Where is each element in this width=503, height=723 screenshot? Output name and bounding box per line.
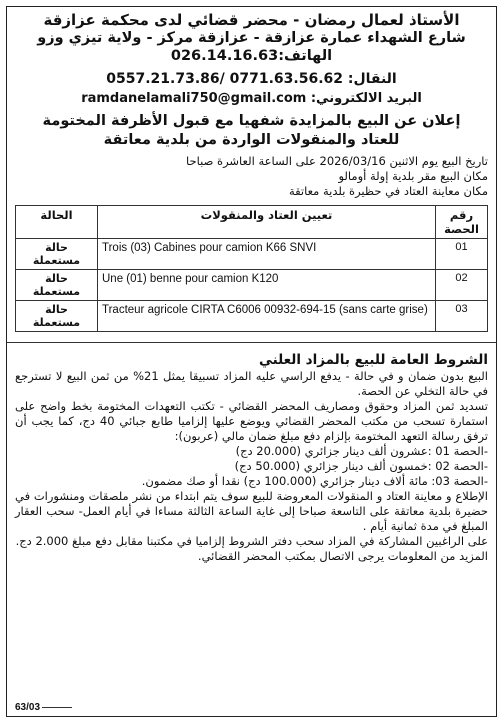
lot-description: Tracteur agricole CIRTA C6006 00932-694-15 (sans carte grise) <box>98 301 436 332</box>
conditions-paragraph: تسديد ثمن المزاد وحقوق ومصاريف المحضر القضائي - تكتب التعهدات المختومة بخط واضح على استمارة تسحب من مكتب المحضر القضائي ويوضع عليها إلزاميا طابع جبائي 40 دج، كما يجب أن ترفق رسالة التعهد المختومة بإلزام دفع مبلغ ضمان مالي (عربون): <box>15 399 489 443</box>
lot-number: 03 <box>436 301 488 332</box>
conditions-paragraph: البيع بدون ضمان و في حالة - يدفع الراسي عليه المزاد تسبيقا يمثل 21% من ثمن البيع لا تسترجع في حالة التخلي عن الحصة. <box>15 369 488 398</box>
conditions-title: الشروط العامة للبيع بالمزاد العلني <box>258 352 488 368</box>
table-row <box>16 301 488 332</box>
title-line-2: للعتاد والمنقولات الواردة من بلدية معاتقة <box>103 132 400 148</box>
sale-info <box>15 154 488 199</box>
deposit-lot-1: -الحصة 01 :عشرون ألف دينار جزائري (20.000 دج) <box>235 444 488 458</box>
email-address: ramdanelamali750@gmail.com <box>81 91 307 106</box>
col-lot-number: رقم الحصة <box>436 206 488 239</box>
deposit-lot-3: -الحصة 03: مائة ألاف دينار جزائري (100.000 دج) نقدا أو صك مضمون. <box>141 474 488 488</box>
footer-line <box>42 707 72 708</box>
lot-number: 02 <box>436 270 488 301</box>
col-status: الحالة <box>16 206 98 239</box>
notice-title <box>15 112 488 150</box>
legal-notice <box>6 6 497 717</box>
mobile-numbers: النقال: 0771.63.56.62 /0557.21.73.86 <box>106 71 397 87</box>
sale-location: مكان البيع مقر بلدية إولة أومالو <box>338 169 488 183</box>
email-label: البريد الالكتروني: <box>310 91 422 106</box>
deposit-lot-2: -الحصة 02 :خمسون ألف دينار جزائري (50.000 دج) <box>234 459 488 473</box>
lots-table <box>15 205 488 332</box>
office-address: شارع الشهداء عمارة عزازقة - عزازقة مركز - ولاية تيزي وزو <box>37 30 466 46</box>
sale-date: تاريخ البيع يوم الاثنين 2026/03/16 على الساعة العاشرة صباحا <box>186 154 488 168</box>
conditions-paragraph: على الراغبين المشاركة في المزاد سحب دفتر الشروط إلزاميا في مكتبنا مقابل دفع مبلغ 2.000 دج. <box>15 534 488 548</box>
lot-description: Une (01) benne pour camion K120 <box>98 270 436 301</box>
email-line <box>15 89 488 109</box>
notice-header <box>15 11 488 109</box>
col-description: تعيين العتاد والمنقولات <box>98 206 436 239</box>
title-line-1: إعلان عن البيع بالمزايدة شفهيا مع قبول الأظرفة المختومة <box>42 113 461 129</box>
lot-status: حالة مستعملة <box>16 270 98 301</box>
office-phone: الهاتف:026.14.16.63 <box>170 48 333 64</box>
inspection-location: مكان معاينة العتاد في حظيرة بلدية معاتقة <box>288 184 488 198</box>
lot-number: 01 <box>436 239 488 270</box>
table-header-row <box>16 206 488 239</box>
page-code <box>15 702 72 713</box>
section-divider <box>7 342 496 343</box>
conditions-paragraph: الإطلاع و معاينة العتاد و المنقولات المعروضة للبيع سوف يتم ابتداء من نشر ملصقات ومنشورات في حضيرة بلدية معاتقة على التاسعة صباحا إلى غاية الساعة الثالثة مساءا في أيام العمل- سحب العقار المبلغ في مدة ثمانية أيام . <box>15 489 488 533</box>
lot-status: حالة مستعملة <box>16 239 98 270</box>
page-code-text: 63/03 <box>15 702 41 713</box>
conditions-section <box>15 351 488 564</box>
conditions-paragraph: المزيد من المعلومات يرجى الاتصال بمكتب المحضر القضائي. <box>197 549 488 563</box>
lot-description: Trois (03) Cabines pour camion K66 SNVI <box>98 239 436 270</box>
lot-status: حالة مستعملة <box>16 301 98 332</box>
table-row <box>16 270 488 301</box>
table-row <box>16 239 488 270</box>
bailiff-name: الأستاذ لعمال رمضان - محضر قضائي لدى محكمة عزازقة <box>43 11 460 29</box>
